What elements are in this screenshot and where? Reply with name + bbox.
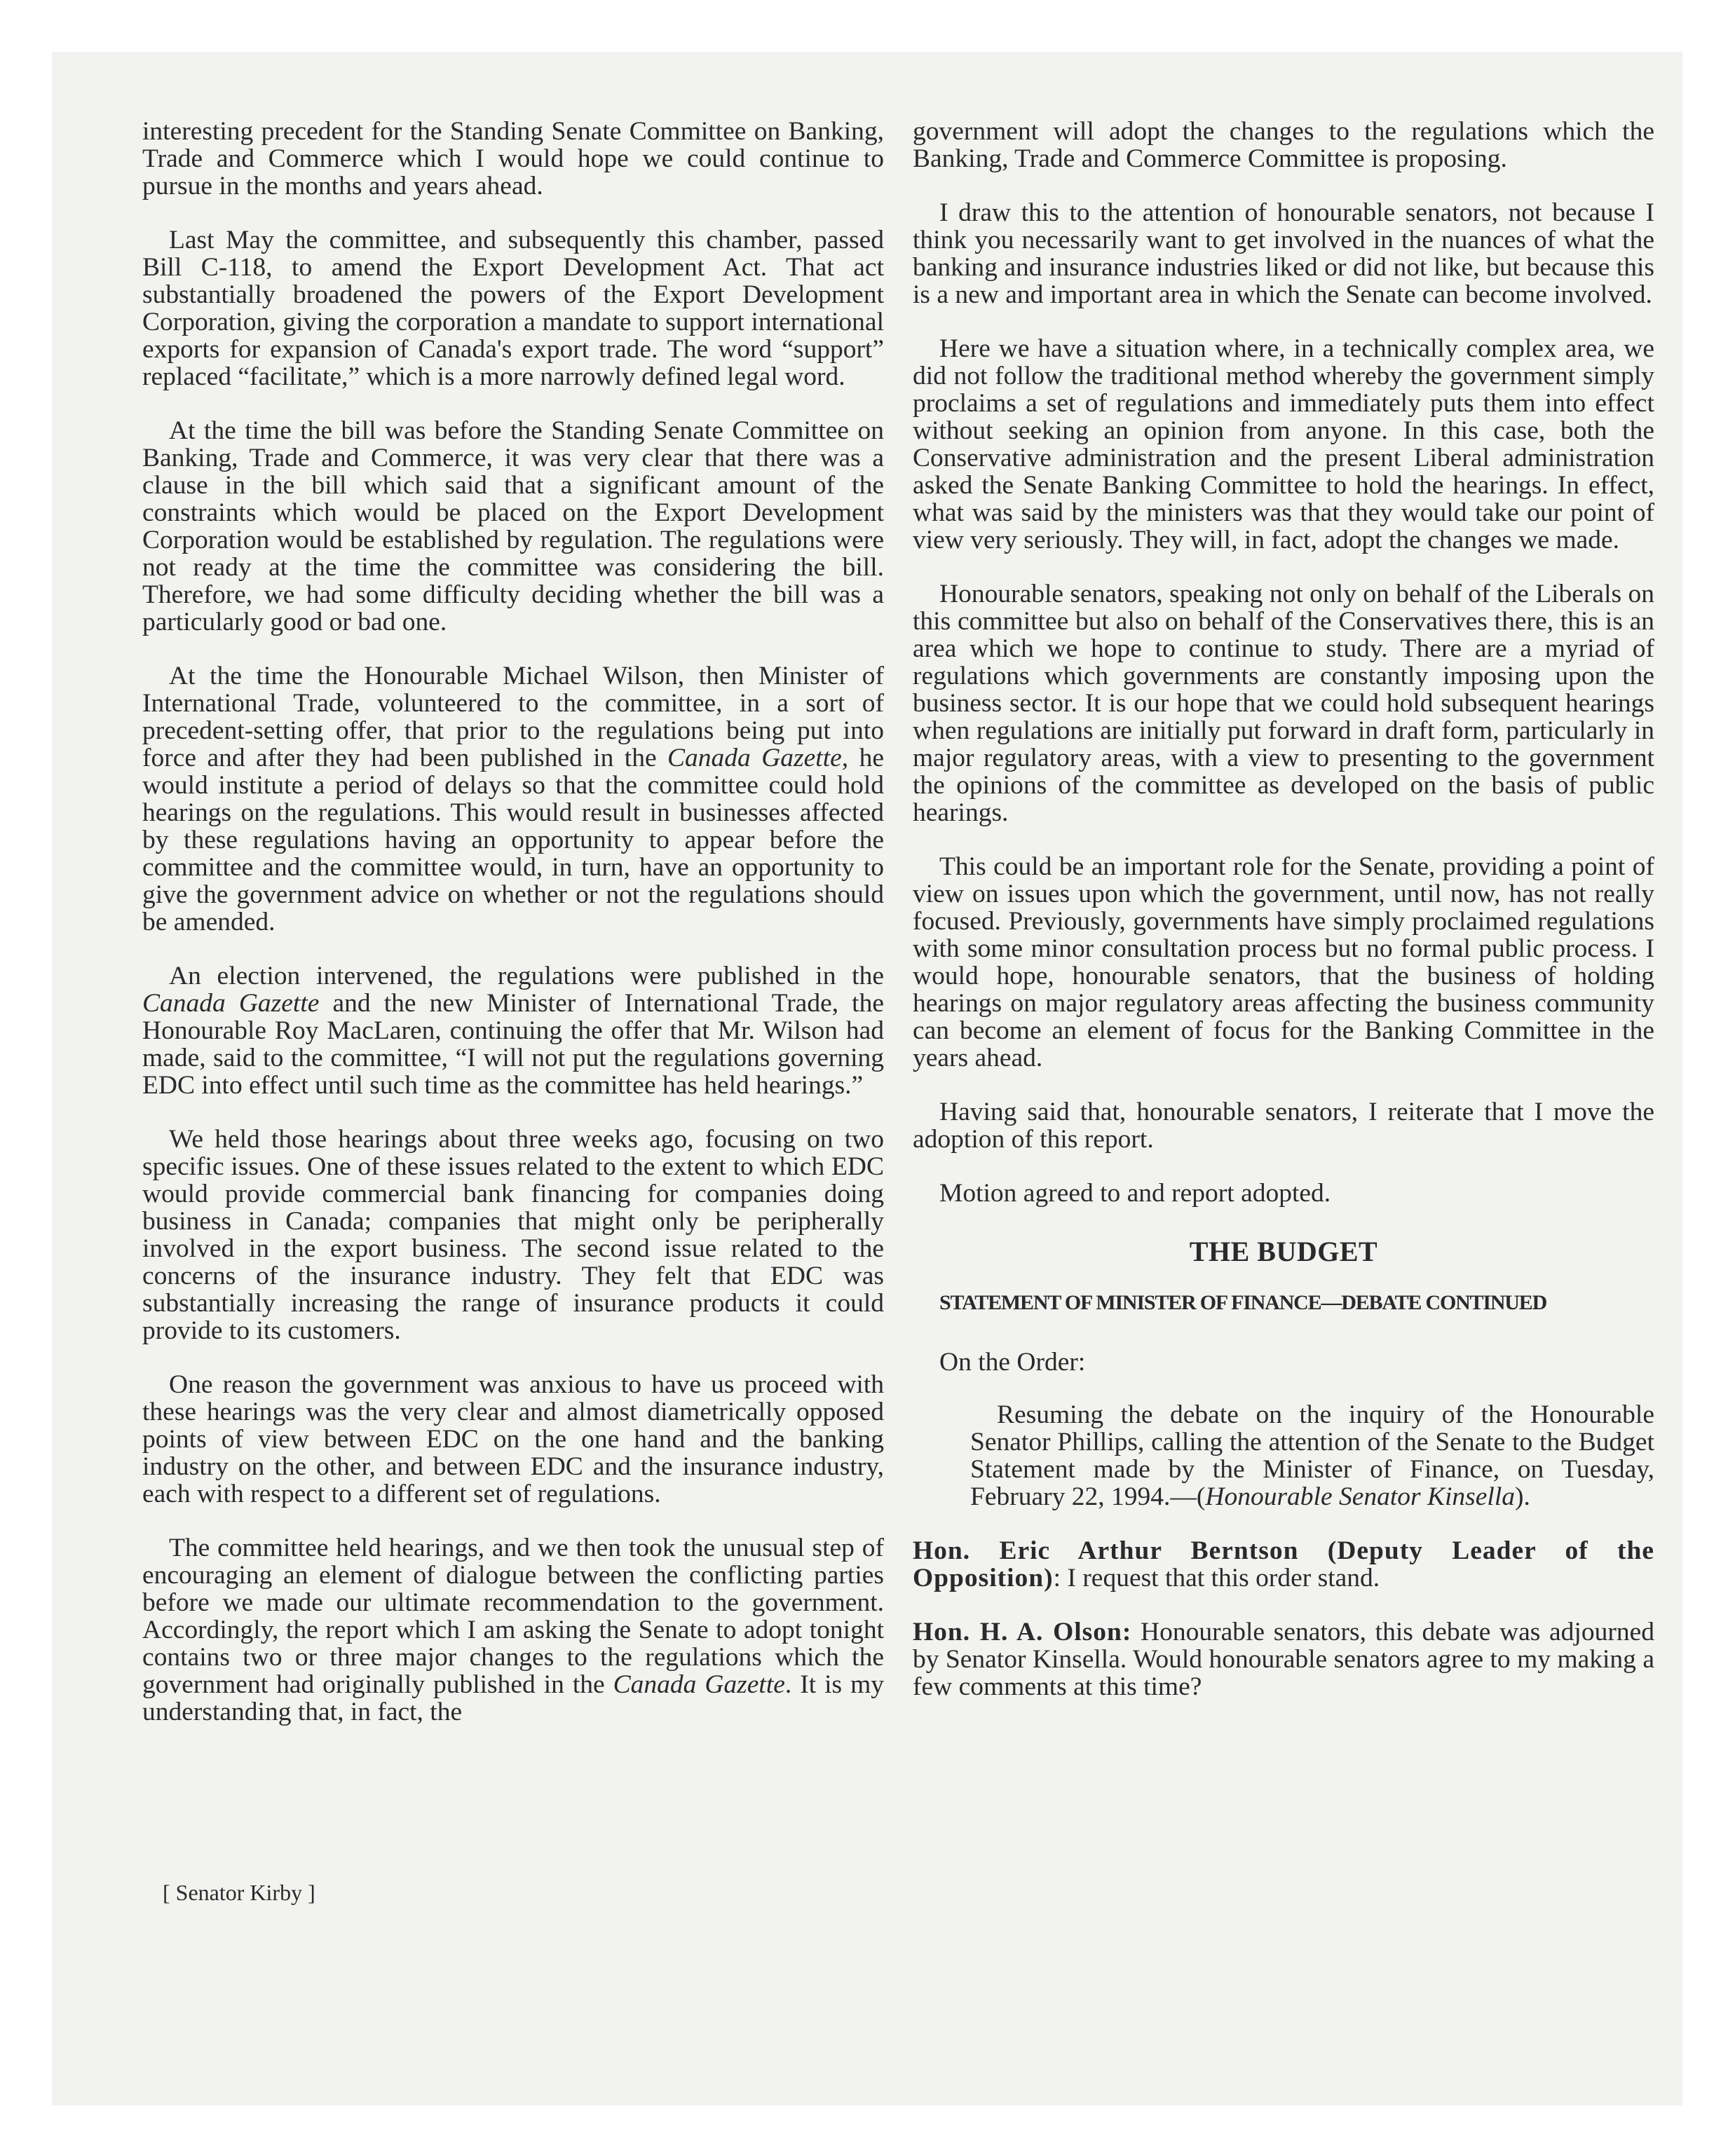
- paragraph: Honourable senators, speaking not only on behalf of the Liberals on this committee but also on behalf of the Conservatives there, this is an area which we hope to continue to study. There are a myriad of regulations which governments are constantly imposing upon the business sector. It is our hope that we could hold subsequent hearings when regulations are initially put forward in draft form, particularly in major regulatory areas, with a view to presenting to the government the opinions of the committee as developed on the basis of public hearings.: [913, 580, 1654, 827]
- paragraph: Having said that, honourable senators, I reiterate that I move the adoption of this report.: [913, 1098, 1654, 1154]
- publication-title: Canada Gazette,: [667, 744, 849, 772]
- text-run: and the new Minister of International Trade, the Honourable Roy MacLaren, continuing the offer that Mr. Wilson had made, said to the committee, “I will not put the regulations governing EDC into effect until such time as the committee has held hearings.”: [142, 989, 884, 1100]
- paragraph: [142, 962, 884, 1099]
- text-run: At the time the Honourable Michael Wilson, then Minister of International Trade, volunteered to the committee, in a sort of precedent-setting offer, that prior to the regulations being put into force and after they had been published in the: [142, 662, 884, 772]
- text-run: . It is my understanding that, in fact, the: [142, 1670, 884, 1726]
- paragraph: I draw this to the attention of honourable senators, not because I think you necessarily want to get involved in the nuances of what the banking and insurance industries liked or did not like, but because this is a new and important area in which the Senate can become involved.: [913, 198, 1654, 309]
- paragraph: interesting precedent for the Standing Senate Committee on Banking, Trade and Commerce which I would hope we could continue to pursue in the months and years ahead.: [142, 117, 884, 200]
- paragraph: This could be an important role for the Senate, providing a point of view on issues upon which the government, until now, has not really focused. Previously, governments have simply proclaimed regulations with some minor consultation process but no formal public process. I would hope, honourable senators, that the business of holding hearings on major regulatory areas affecting the business community can become an element of focus for the Banking Committee in the years ahead.: [913, 852, 1654, 1072]
- text-run: Resuming the debate on the inquiry of the Honourable Senator Phillips, calling the attention of the Senate to the Budget Statement made by the Minister of Finance, on Tuesday, February 22, 1994.—(: [970, 1400, 1654, 1511]
- right-column: [913, 118, 1654, 1727]
- page-footer-speaker: [ Senator Kirby ]: [163, 1880, 315, 1905]
- publication-title: Canada Gazette: [142, 989, 320, 1018]
- section-title: THE BUDGET: [1189, 1236, 1378, 1267]
- paragraph: [142, 662, 884, 936]
- speech-text: Honourable senators, this debate was adjourned by Senator Kinsella. Would honourable senators agree to my making a few comments at this time?: [913, 1618, 1654, 1701]
- speech: [913, 1618, 1654, 1700]
- senator-name: Honourable Senator Kinsella: [1205, 1482, 1516, 1511]
- paragraph: At the time the bill was before the Standing Senate Committee on Banking, Trade and Commerce, it was very clear that there was a clause in the bill which said that a significant amount of the constraints which would be placed on the Export Development Corporation would be established by regulation. The regulations were not ready at the time the committee was considering the bill. Therefore, we had some difficulty deciding whether the bill was a particularly good or bad one.: [142, 416, 884, 636]
- speech: [913, 1537, 1654, 1592]
- paragraph: Last May the committee, and subsequently this chamber, passed Bill C-118, to amend the Export Development Act. That act substantially broadened the powers of the Export Development Corporation, giving the corporation a mandate to support international exports for expansion of Canada's export trade. The word “support” replaced “facilitate,” which is a more narrowly defined legal word.: [142, 226, 884, 391]
- text-run: ).: [1515, 1482, 1530, 1511]
- paragraph: government will adopt the changes to the regulations which the Banking, Trade and Commerce Committee is proposing.: [913, 117, 1654, 173]
- order-quote: [913, 1401, 1654, 1510]
- speaker-name: Hon. H. A. Olson:: [913, 1618, 1132, 1646]
- paragraph: [142, 1534, 884, 1726]
- paragraph: One reason the government was anxious to have us proceed with these hearings was the very clear and almost diametrically opposed points of view between EDC on the one hand and the banking industry on the other, and between EDC and the insurance industry, each with respect to a different set of regulations.: [142, 1370, 884, 1508]
- text-run: he would institute a period of delays so that the committee could hold hearings on the regulations. This would result in businesses affected by these regulations having an opportunity to appear before the committee and the committee would, in turn, have an opportunity to give the government advice on whether or not the regulations should be amended.: [142, 744, 884, 936]
- speech-text: : I request that this order stand.: [1053, 1564, 1380, 1592]
- section-subheading: STATEMENT OF MINISTER OF FINANCE—DEBATE CONTINUED: [939, 1291, 1547, 1314]
- paragraph: We held those hearings about three weeks ago, focusing on two specific issues. One of these issues related to the extent to which EDC would provide commercial bank financing for companies doing business in Canada; companies that might only be peripherally involved in the export business. The second issue related to the concerns of the insurance industry. They felt that EDC was substantially increasing the range of insurance products it could provide to its customers.: [142, 1125, 884, 1345]
- text-run: An election intervened, the regulations were published in the: [169, 962, 884, 990]
- text-run: The committee held hearings, and we then took the unusual step of encouraging an element of dialogue between the conflicting parties before we made our ultimate recommendation to the government. Accordingly, the report which I am asking the Senate to adopt tonight contains two or three major changes to the regulations which the government had originally published in the: [142, 1534, 884, 1699]
- order-line: On the Order:: [939, 1348, 1086, 1377]
- paragraph: Motion agreed to and report adopted.: [939, 1179, 1331, 1208]
- paragraph: Here we have a situation where, in a technically complex area, we did not follow the traditional method whereby the government simply proclaims a set of regulations and immediately puts them into effect without seeking an opinion from anyone. In this case, both the Conservative administration and the present Liberal administration asked the Senate Banking Committee to hold the hearings. In effect, what was said by the ministers was that they would take our point of view very seriously. They will, in fact, adopt the changes we made.: [913, 334, 1654, 554]
- publication-title: Canada Gazette: [613, 1670, 785, 1699]
- speaker-name: Hon. Eric Arthur Berntson (Deputy Leader of the Opposition): [913, 1536, 1654, 1592]
- left-column: [142, 118, 884, 1752]
